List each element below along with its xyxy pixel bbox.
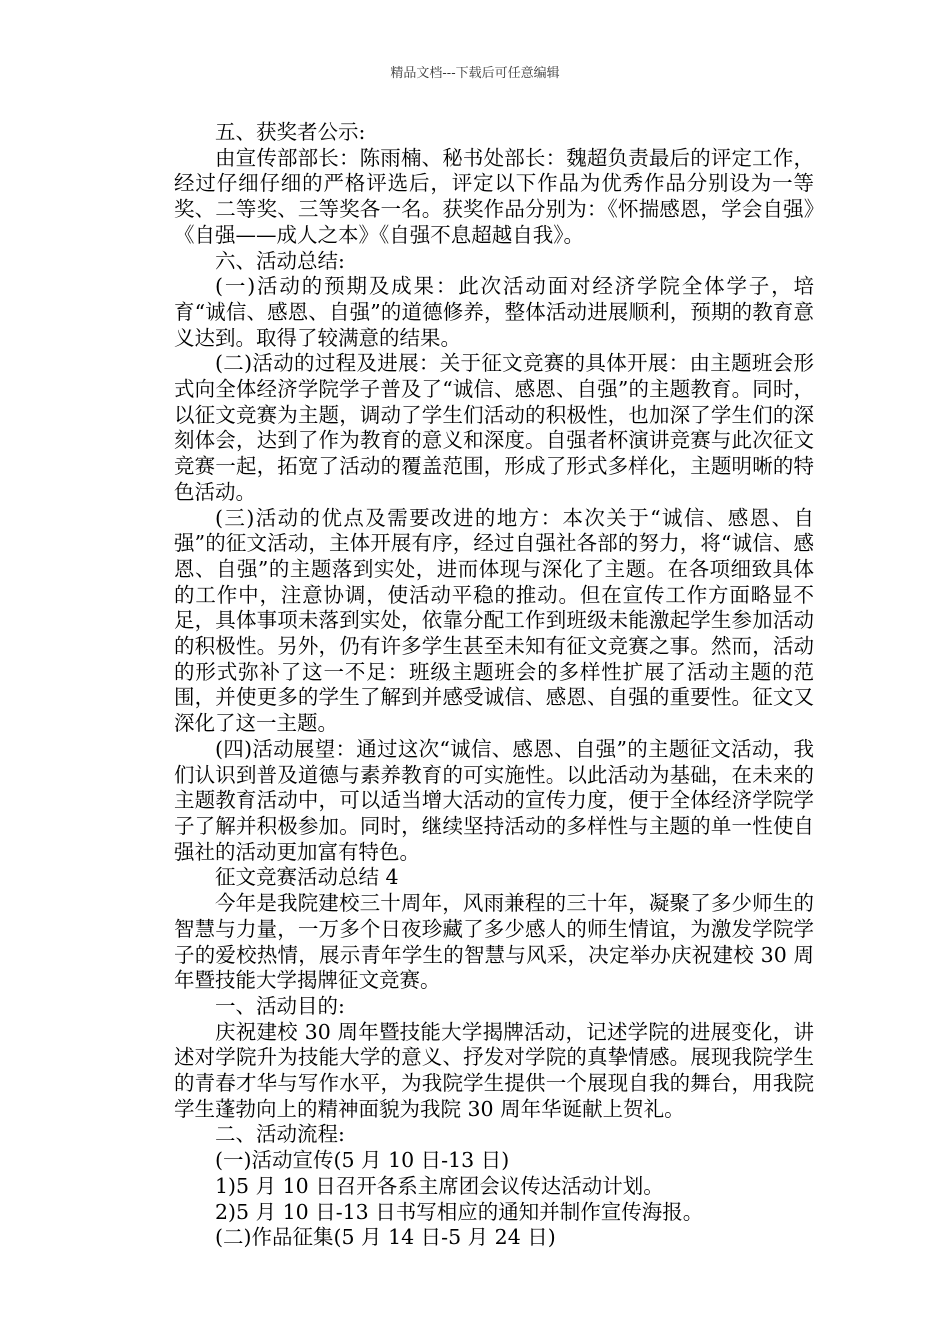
paragraph: (三)活动的优点及需要改进的地方：本次关于“诚信、感恩、自强”的征文活动，主体开展有序，经过自强社各部的努力，将“诚信、感恩、自强”的主题落到实处，进而体现与深化了主题。在各项细致具体的工作中，注意协调，使活动平稳的推动。但在宣传工作方面略显不足，具体事项未落到实处，依靠分配工作到班级未能激起学生参加活动的积极性。另外，仍有许多学生甚至未知有征文竞赛之事。然而，活动的形式弥补了这一不足：班级主题班会的多样性扩展了活动主题的范围，并使更多的学生了解到并感受诚信、感恩、自强的重要性。征文又深化了这一主题。	[174, 505, 814, 736]
section-heading: 六、活动总结:	[215, 248, 345, 273]
document-title: 征文竞赛活动总结 4	[215, 865, 399, 890]
paragraph: (一)活动的预期及成果：此次活动面对经济学院全体学子，培育“诚信、感恩、自强”的道德修养，整体活动进展顺利，预期的教育意义达到。取得了较满意的结果。	[174, 274, 814, 350]
paragraph: 由宣传部部长：陈雨楠、秘书处部长：魏超负责最后的评定工作，经过仔细仔细的严格评选后，评定以下作品为优秀作品分别设为一等奖、二等奖、三等奖各一名。获奖作品分别为：《怀揣感恩，学会自强》《自强——成人之本》《自强不息超越自我》。	[174, 145, 814, 247]
section-heading: 五、获奖者公示:	[215, 120, 366, 144]
paragraph: (二)活动的过程及进展：关于征文竞赛的具体开展：由主题班会形式向全体经济学院学子普及了“诚信、感恩、自强”的主题教育。同时，以征文竞赛为主题，调动了学生们活动的积极性，也加深了学生们的深刻体会，达到了作为教育的意义和深度。自强者杯演讲竞赛与此次征文竞赛一起，拓宽了活动的覆盖范围，形成了形式多样化，主题明晰的特色活动。	[174, 351, 814, 504]
list-item: (一)活动宣传(5 月 10 日-13 日)	[215, 1148, 510, 1173]
paragraph: 庆祝建校 30 周年暨技能大学揭牌活动，记述学院的进展变化，讲述对学院升为技能大学的意义、抒发对学院的真挚情感。展现我院学生的青春才华与写作水平，为我院学生提供一个展现自我的舞台，用我院学生蓬勃向上的精神面貌为我院 30 周年华诞献上贺礼。	[174, 1019, 814, 1121]
paragraph: 今年是我院建校三十周年，风雨兼程的三十年，凝聚了多少师生的智慧与力量，一万多个日夜珍藏了多少感人的师生情谊，为激发学院学子的爱校热情，展示青年学生的智慧与风采，决定举办庆祝建校 30 周年暨技能大学揭牌征文竞赛。	[174, 891, 814, 993]
page-header: 精品文档---下载后可任意编辑	[390, 66, 560, 81]
list-item: 1)5 月 10 日召开各系主席团会议传达活动计划。	[215, 1173, 664, 1198]
document-body	[174, 120, 814, 1251]
list-item: (二)作品征集(5 月 14 日-5 月 24 日)	[215, 1225, 556, 1250]
paragraph: (四)活动展望：通过这次“诚信、感恩、自强”的主题征文活动，我们认识到普及道德与素养教育的可实施性。以此活动为基础，在未来的主题教育活动中，可以适当增大活动的宣传力度，便于全体经济学院学子了解并积极参加。同时，继续坚持活动的多样性与主题的单一性使自强社的活动更加富有特色。	[174, 736, 814, 864]
section-heading: 一、活动目的:	[215, 993, 345, 1018]
section-heading: 二、活动流程:	[215, 1122, 345, 1147]
list-item: 2)5 月 10 日-13 日书写相应的通知并制作宣传海报。	[215, 1199, 704, 1224]
